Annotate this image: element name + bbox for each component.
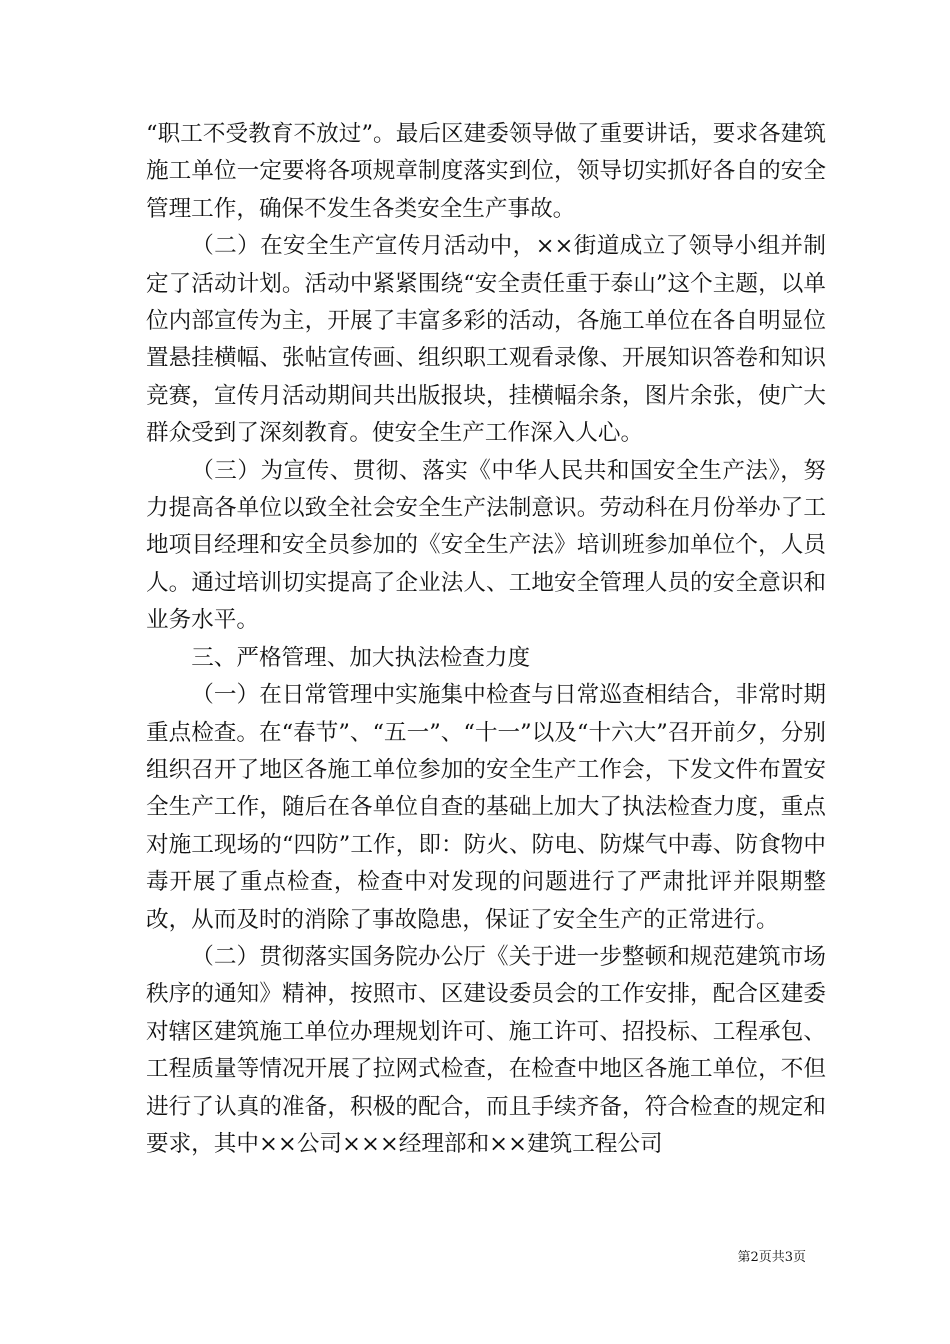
document-body <box>146 116 826 1163</box>
paragraph: “职工不受教育不放过”。最后区建委领导做了重要讲话，要求各建筑施工单位一定要将各项规章制度落实到位，领导切实抓好各自的安全管理工作，确保不发生各类安全生产事故。 <box>146 121 826 222</box>
paragraph: （二）贯彻落实国务院办公厅《关于进一步整顿和规范建筑市场秩序的通知》精神，按照市、区建设委员会的工作安排，配合区建委对辖区建筑施工单位办理规划许可、施工许可、招投标、工程承包、工程质量等情况开展了拉网式检查，在检查中地区各施工单位，不但进行了认真的准备，积极的配合，而且手续齐备，符合检查的规定和要求，其中××公司×××经理部和××建筑工程公司 <box>146 943 826 1157</box>
paragraph: （一）在日常管理中实施集中检查与日常巡查相结合，非常时期重点检查。在“春节”、“五一”、“十一”以及“十六大”召开前夕，分别组织召开了地区各施工单位参加的安全生产工作会，下发文件布置安全生产工作，随后在各单位自查的基础上加大了执法检查力度，重点对施工现场的“四防”工作，即：防火、防电、防煤气中毒、防食物中毒开展了重点检查，检查中对发现的问题进行了严肃批评并限期整改，从而及时的消除了事故隐患，保证了安全生产的正常进行。 <box>146 682 826 933</box>
paragraph: （三）为宣传、贯彻、落实《中华人民共和国安全生产法》，努力提高各单位以致全社会安全生产法制意识。劳动科在月份举办了工地项目经理和安全员参加的《安全生产法》培训班参加单位个，人员人。通过培训切实提高了企业法人、工地安全管理人员的安全意识和业务水平。 <box>146 457 826 634</box>
paragraph: （二）在安全生产宣传月活动中，××街道成立了领导小组并制定了活动计划。活动中紧紧围绕“安全责任重于泰山”这个主题，以单位内部宣传为主，开展了丰富多彩的活动，各施工单位在各自明显位置悬挂横幅、张帖宣传画、组织职工观看录像、开展知识答卷和知识竞赛，宣传月活动期间共出版报块，挂横幅余条，图片余张，使广大群众受到了深刻教育。使安全生产工作深入人心。 <box>146 233 826 447</box>
section-heading: 三、严格管理、加大执法检查力度 <box>191 644 531 671</box>
page-number: 第2页共3页 <box>737 1250 806 1265</box>
